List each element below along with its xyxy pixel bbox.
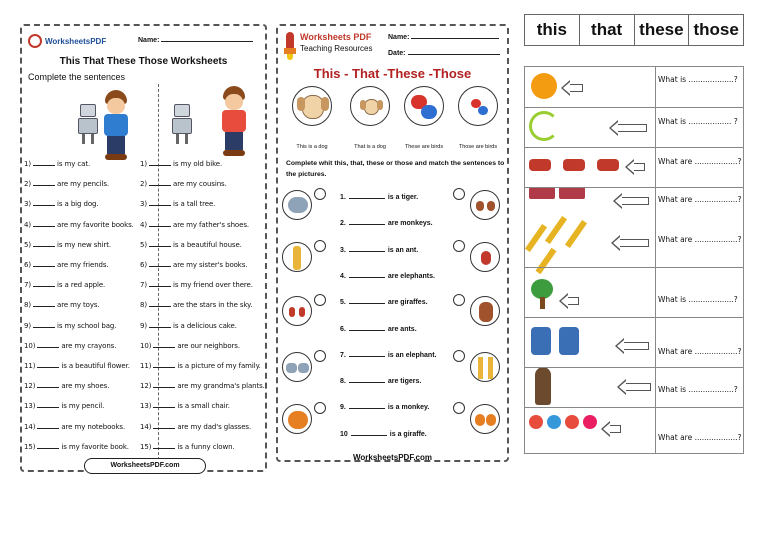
tigers-icon — [470, 404, 500, 434]
sentence-text: are our neighbors. — [177, 341, 240, 350]
match-sentence — [340, 247, 418, 254]
match-dot[interactable] — [314, 240, 326, 252]
sentence-text: is a giraffe. — [389, 430, 427, 438]
sentence-item — [140, 443, 235, 451]
sentence-item — [24, 342, 116, 350]
question-text: What are ..................? — [658, 157, 742, 166]
sentence-text: is a monkey. — [387, 404, 430, 412]
monkeys-icon — [470, 190, 500, 220]
sentence-text: is a beautiful house. — [173, 240, 242, 249]
sentence-item — [140, 221, 249, 229]
item-number: 7) — [140, 281, 147, 290]
rocket-icon — [284, 32, 296, 60]
item-number: 13) — [140, 402, 152, 411]
match-sentence — [340, 273, 435, 280]
tree-icon — [531, 279, 553, 299]
dog-far-icon — [350, 86, 390, 126]
arrow-far-icon — [625, 383, 651, 391]
answer-blank[interactable] — [349, 198, 385, 199]
name-line[interactable] — [161, 41, 253, 42]
sentence-text: are my cousins. — [173, 180, 227, 189]
sentence-text: is a beautiful flower. — [61, 362, 130, 370]
illustration — [67, 86, 267, 168]
instruction: Complete whit this, that, these or those and match the sentences to the pictures. — [286, 160, 505, 178]
answer-blank[interactable] — [349, 408, 385, 409]
answer-blank[interactable] — [149, 246, 171, 247]
question-text: What are ..................? — [658, 433, 742, 442]
header-word: these — [635, 15, 690, 45]
sentence-item — [24, 241, 111, 249]
answer-blank[interactable] — [33, 306, 55, 307]
answer-blank[interactable] — [33, 286, 55, 287]
row-divider — [525, 367, 743, 368]
item-number: 1. — [340, 194, 346, 201]
pencil-icon — [536, 248, 557, 274]
question-text: What is .................. ? — [658, 117, 738, 126]
arrow-far-icon — [621, 197, 649, 205]
answer-blank[interactable] — [33, 266, 55, 267]
answer-blank[interactable] — [349, 330, 385, 331]
flower-icon — [547, 415, 561, 429]
match-dot[interactable] — [453, 188, 465, 200]
item-number: 10) — [24, 341, 36, 350]
item-number: 11) — [24, 362, 36, 370]
item-number: 2) — [140, 180, 147, 189]
sentence-text: is my favorite book. — [61, 442, 129, 451]
sentence-text: are elephants. — [387, 272, 435, 280]
worksheet-title: This That These Those Worksheets — [59, 56, 228, 67]
sentence-item — [140, 423, 251, 431]
header-word: this — [525, 15, 580, 45]
answer-blank[interactable] — [37, 407, 59, 408]
answer-blank[interactable] — [349, 224, 385, 225]
question-text: What are ..................? — [658, 235, 742, 244]
car-icon — [529, 159, 551, 171]
instruction: Complete the sentences — [28, 72, 126, 82]
date-field — [388, 50, 500, 57]
answer-blank[interactable] — [149, 327, 171, 328]
sentence-text: is an ant. — [387, 246, 419, 254]
sentence-text: is a small chair. — [177, 402, 230, 411]
pencil-icon — [545, 216, 567, 244]
question-text: What is ...................? — [658, 385, 738, 394]
sentence-text: are my dad's glasses. — [177, 422, 252, 431]
answer-blank[interactable] — [33, 185, 55, 186]
sentence-text: is a tiger. — [387, 194, 419, 201]
worksheet-3 — [524, 66, 744, 454]
boy-icon — [219, 86, 249, 158]
answer-blank[interactable] — [349, 303, 385, 304]
sentence-text: is my new shirt. — [57, 240, 111, 249]
item-number: 5. — [340, 299, 346, 307]
name-label: Name: — [138, 37, 160, 44]
elephant-icon — [282, 190, 312, 220]
match-dot[interactable] — [314, 188, 326, 200]
arrow-far-icon — [619, 239, 649, 247]
sentence-text: is my school bag. — [57, 321, 117, 330]
item-number: 15) — [24, 442, 36, 451]
answer-blank[interactable] — [149, 185, 171, 186]
sentence-item — [24, 200, 98, 208]
cat-icon — [531, 73, 557, 99]
sentence-text: is my friend over there. — [173, 281, 253, 290]
sentence-text: are giraffes. — [387, 299, 428, 307]
brand-name: Worksheets PDF — [300, 32, 372, 42]
answer-blank[interactable] — [33, 205, 55, 206]
brand-subtitle: Teaching Resources — [300, 44, 373, 53]
sentence-text: is a picture of my family. — [177, 362, 261, 370]
tiger-icon — [282, 404, 312, 434]
sentence-text: is an elephant. — [387, 351, 437, 359]
sentence-item — [24, 221, 134, 229]
date-label: Date: — [388, 50, 406, 57]
caption: This is a dog — [296, 144, 328, 150]
answer-blank[interactable] — [33, 327, 55, 328]
sentence-item — [140, 281, 253, 289]
sentence-text: are my toys. — [57, 301, 100, 310]
worksheetspdf-logo — [28, 34, 106, 48]
question-text: What is ...................? — [658, 295, 738, 304]
row-divider — [525, 267, 743, 268]
match-dot[interactable] — [453, 402, 465, 414]
sentence-item — [24, 160, 90, 168]
pencil-icon — [525, 224, 547, 252]
robot-icon — [171, 104, 193, 144]
sentence-item — [140, 200, 215, 208]
sentence-item — [24, 261, 109, 269]
word-header — [524, 14, 744, 46]
item-number: 10 — [340, 430, 348, 438]
item-number: 9. — [340, 404, 346, 412]
sentence-text: are my crayons. — [61, 341, 117, 350]
item-number: 3) — [24, 200, 31, 209]
book-icon — [559, 187, 585, 199]
answer-blank[interactable] — [349, 251, 385, 252]
sentence-item — [140, 241, 242, 249]
answer-blank[interactable] — [37, 428, 59, 429]
item-number: 14) — [140, 422, 152, 431]
answer-blank[interactable] — [149, 286, 171, 287]
arrow-near-icon — [609, 425, 621, 433]
sentence-text: are my favorite books. — [57, 220, 134, 229]
tree-trunk — [540, 297, 545, 309]
item-number: 3. — [340, 246, 346, 254]
flower-icon — [529, 415, 543, 429]
answer-blank[interactable] — [349, 277, 385, 278]
match-sentence — [340, 404, 429, 411]
sentence-item — [24, 443, 129, 451]
item-number: 8. — [340, 378, 346, 386]
sentence-text: is a delicious cake. — [173, 321, 237, 330]
worksheet-title: This - That -These -Those — [313, 66, 472, 81]
answer-blank[interactable] — [153, 428, 175, 429]
giraffes-icon — [470, 352, 500, 382]
header-word: that — [580, 15, 635, 45]
sentence-text: are my friends. — [57, 261, 109, 269]
footer: WorksheetsPDF.com — [353, 453, 432, 462]
sentence-item — [24, 322, 116, 330]
answer-blank[interactable] — [37, 347, 59, 348]
sentence-item — [24, 301, 100, 309]
column-divider — [655, 67, 656, 453]
item-number: 9) — [140, 321, 147, 330]
item-number: 2. — [340, 220, 346, 228]
flower-icon — [565, 415, 579, 429]
date-line[interactable] — [408, 54, 500, 55]
item-number: 12) — [140, 382, 152, 391]
answer-blank[interactable] — [153, 387, 175, 388]
arrow-far-icon — [623, 342, 649, 350]
sentence-text: are my grandma's plants. — [177, 382, 265, 391]
row-divider — [525, 317, 743, 318]
sentence-item — [24, 180, 109, 188]
caption: Those are birds — [458, 144, 498, 150]
sentence-text: is a big dog. — [57, 200, 99, 209]
item-number: 10) — [140, 341, 152, 350]
item-number: 4. — [340, 272, 346, 280]
item-number: 7. — [340, 351, 346, 359]
item-number: 1) — [140, 160, 147, 168]
answer-blank[interactable] — [153, 347, 175, 348]
footer-badge: WorksheetsPDF.com — [84, 458, 206, 474]
sentence-text: are ants. — [387, 325, 417, 333]
sentence-item — [24, 402, 104, 410]
sentence-item — [24, 362, 130, 370]
monkey-icon — [470, 296, 500, 326]
car-icon — [597, 159, 619, 171]
item-number: 4) — [24, 220, 31, 229]
elephants-icon — [282, 352, 312, 382]
match-dot[interactable] — [314, 294, 326, 306]
match-sentence — [340, 352, 436, 359]
sentence-item — [140, 261, 247, 269]
item-number: 8) — [24, 301, 31, 310]
match-sentence — [340, 194, 418, 201]
backpack-icon — [559, 327, 579, 355]
item-number: 6) — [140, 261, 147, 269]
ants-icon — [282, 296, 312, 326]
item-number: 13) — [24, 402, 36, 411]
column-divider — [158, 84, 159, 470]
item-number: 6) — [24, 261, 31, 269]
match-dot[interactable] — [453, 294, 465, 306]
match-sentence — [340, 220, 433, 227]
item-number: 5) — [140, 240, 147, 249]
row-divider — [525, 107, 743, 108]
item-number: 4) — [140, 220, 147, 229]
sentence-text: are my shoes. — [61, 382, 110, 391]
sentence-text: are my pencils. — [57, 180, 110, 189]
answer-blank[interactable] — [153, 367, 175, 368]
item-number: 14) — [24, 422, 36, 431]
sentence-item — [140, 322, 237, 330]
logo-text: WorksheetsPDF — [45, 36, 107, 46]
answer-blank[interactable] — [33, 165, 55, 166]
sentence-item — [140, 301, 252, 309]
answer-blank[interactable] — [149, 226, 171, 227]
answer-blank[interactable] — [153, 407, 175, 408]
snake-icon — [529, 111, 559, 141]
sentence-text: are my father's shoes. — [173, 220, 249, 229]
flower-icon — [583, 415, 597, 429]
sentence-item — [24, 281, 105, 289]
sentence-item — [140, 402, 230, 410]
item-number: 1) — [24, 160, 31, 168]
item-number: 5) — [24, 240, 31, 249]
match-dot[interactable] — [314, 350, 326, 362]
boy-icon — [101, 90, 131, 162]
answer-blank[interactable] — [37, 387, 59, 388]
item-number: 15) — [140, 442, 152, 451]
sentence-item — [140, 382, 265, 390]
arrow-near-icon — [633, 163, 645, 171]
sentence-item — [24, 423, 125, 431]
sentence-text: is my pencil. — [61, 402, 105, 411]
row-divider — [525, 187, 743, 188]
sentence-text: is my old bike. — [173, 160, 223, 168]
answer-blank[interactable] — [351, 435, 387, 436]
sentence-item — [140, 180, 227, 188]
match-dot[interactable] — [314, 402, 326, 414]
robot-icon — [77, 104, 99, 144]
ant-icon — [470, 242, 500, 272]
sentence-text: is my cat. — [57, 160, 91, 168]
worksheet-2 — [276, 24, 509, 462]
item-number: 11) — [140, 362, 152, 370]
car-icon — [563, 159, 585, 171]
sentence-text: are tigers. — [387, 378, 422, 386]
name-field — [388, 34, 499, 41]
question-text: What are ..................? — [658, 195, 742, 204]
birds-far-icon — [458, 86, 498, 126]
sentence-item — [24, 382, 109, 390]
answer-blank[interactable] — [149, 266, 171, 267]
match-sentence — [340, 299, 428, 306]
answer-blank[interactable] — [33, 246, 55, 247]
backpack-icon — [531, 327, 551, 355]
answer-blank[interactable] — [349, 382, 385, 383]
sentence-text: is a red apple. — [57, 281, 106, 290]
arrow-far-icon — [617, 124, 647, 132]
item-number: 8) — [140, 301, 147, 310]
caption: These are birds — [404, 144, 444, 150]
row-divider — [525, 407, 743, 408]
item-number: 9) — [24, 321, 31, 330]
name-field — [138, 37, 253, 44]
caption: That is a dog — [354, 144, 386, 150]
item-number: 12) — [24, 382, 36, 391]
sentence-text: are my sister's books. — [173, 261, 248, 269]
arrow-near-icon — [569, 84, 583, 92]
answer-blank[interactable] — [149, 205, 171, 206]
worksheet-1 — [20, 24, 267, 472]
sentence-text: are the stars in the sky. — [173, 301, 253, 310]
item-number: 6. — [340, 325, 346, 333]
match-sentence — [340, 431, 427, 438]
match-sentence — [340, 378, 421, 385]
answer-blank[interactable] — [37, 448, 59, 449]
header-word: those — [693, 20, 739, 39]
arrow-near-icon — [567, 297, 579, 305]
answer-blank[interactable] — [349, 356, 385, 357]
question-text: What is ...................? — [658, 75, 738, 84]
name-label: Name: — [388, 34, 410, 41]
book-icon — [529, 187, 555, 199]
answer-blank[interactable] — [37, 367, 59, 368]
match-sentence — [340, 326, 417, 333]
answer-blank[interactable] — [149, 306, 171, 307]
name-line[interactable] — [411, 38, 499, 39]
sentence-text: are my notebooks. — [61, 422, 126, 431]
giraffe-icon — [282, 242, 312, 272]
pencil-icon — [565, 220, 587, 248]
logo-icon — [28, 34, 42, 48]
question-text: What are ..................? — [658, 347, 742, 356]
dog-icon — [535, 367, 551, 405]
sentence-text: is a tall tree. — [173, 200, 216, 209]
sentence-text: is a funny clown. — [177, 442, 235, 451]
sentence-item — [140, 160, 222, 168]
item-number: 7) — [24, 281, 31, 290]
sentence-text: are monkeys. — [387, 220, 433, 228]
row-divider — [525, 147, 743, 148]
item-number: 2) — [24, 180, 31, 189]
match-dot[interactable] — [453, 240, 465, 252]
match-dot[interactable] — [453, 350, 465, 362]
item-number: 3) — [140, 200, 147, 209]
dog-near-icon — [292, 86, 332, 126]
answer-blank[interactable] — [149, 165, 171, 166]
answer-blank[interactable] — [33, 226, 55, 227]
sentence-item — [140, 362, 261, 370]
sentence-item — [140, 342, 240, 350]
birds-near-icon — [404, 86, 444, 126]
answer-blank[interactable] — [153, 448, 175, 449]
